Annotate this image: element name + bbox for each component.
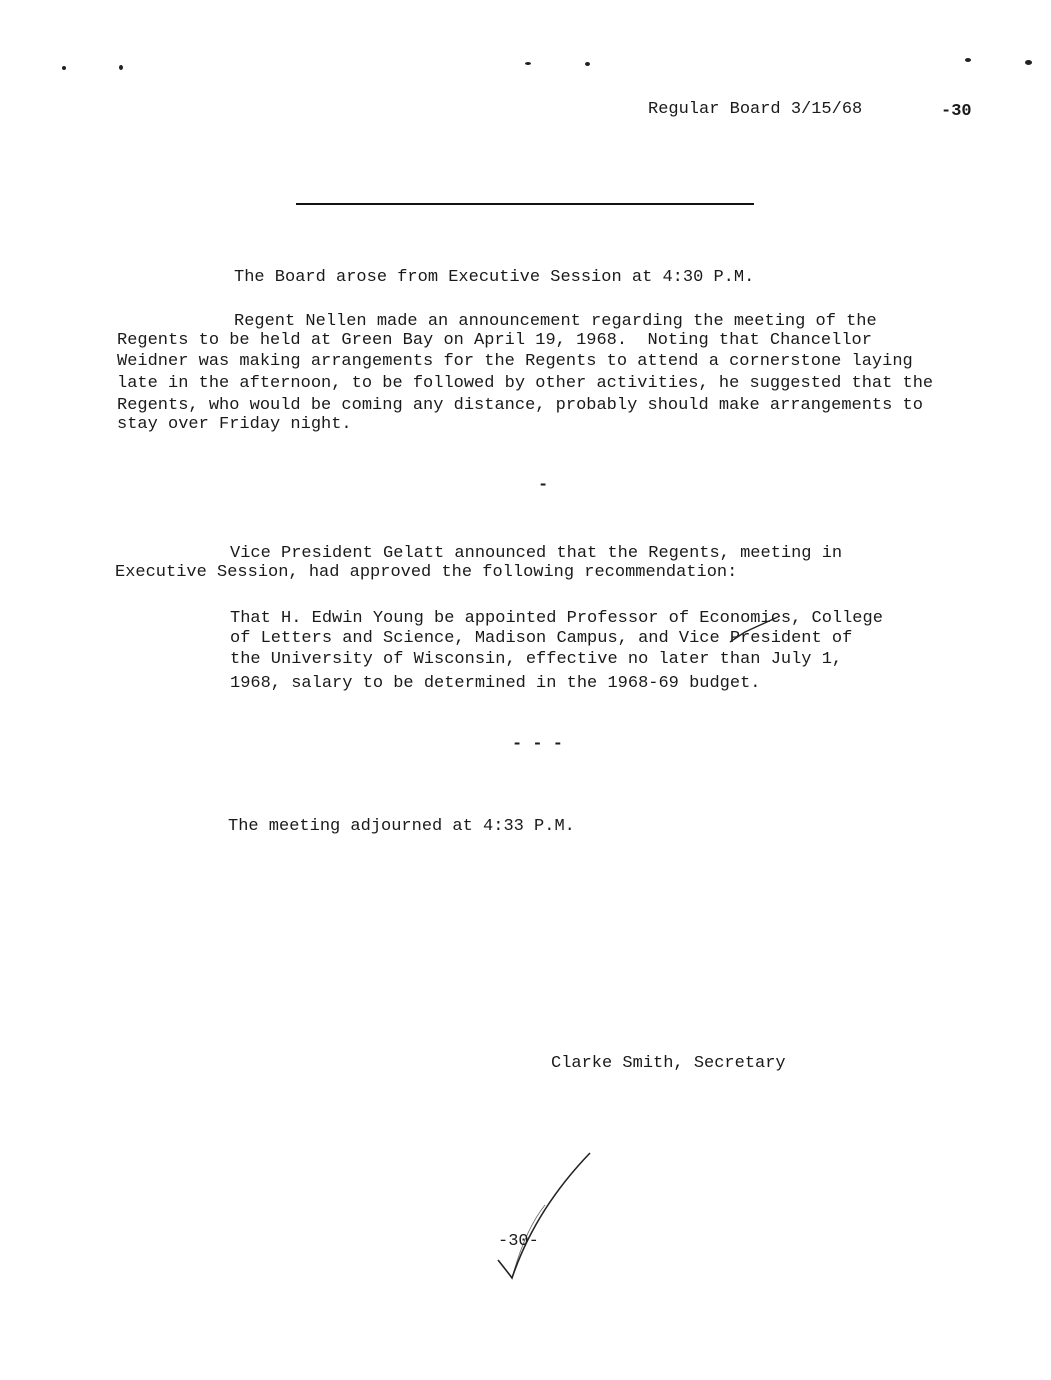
- arose-paragraph: The Board arose from Executive Session at 4:30 P.M.: [234, 268, 755, 287]
- scan-speck: [62, 66, 66, 70]
- handwritten-check-mark: [490, 1150, 600, 1290]
- paragraph-line: Vice President Gelatt announced that the Regents, meeting in: [230, 544, 843, 563]
- paragraph-line: stay over Friday night.: [117, 415, 352, 434]
- section-separator: - - -: [512, 735, 564, 754]
- recommendation-line: 1968, salary to be determined in the 1968-69 budget.: [230, 674, 761, 693]
- scan-speck: [585, 62, 590, 66]
- handwritten-check-mark: [725, 610, 785, 650]
- scan-speck: [1025, 60, 1032, 65]
- document-header-title: Regular Board 3/15/68: [648, 100, 863, 119]
- footer-page-number: -30-: [498, 1232, 539, 1251]
- recommendation-line: That H. Edwin Young be appointed Professor of Economics, College: [230, 609, 883, 628]
- recommendation-line: of Letters and Science, Madison Campus, and Vice President of: [230, 629, 853, 648]
- horizontal-rule: [296, 203, 754, 205]
- scan-speck: [119, 65, 123, 70]
- paragraph-line: Regents to be held at Green Bay on April 19, 1968. Noting that Chancellor: [117, 331, 872, 350]
- scan-speck: [525, 62, 531, 65]
- paragraph-line: Regent Nellen made an announcement regarding the meeting of the: [234, 312, 877, 331]
- recommendation-line: the University of Wisconsin, effective no later than July 1,: [230, 650, 843, 669]
- paragraph-line: late in the afternoon, to be followed by other activities, he suggested that the: [117, 374, 934, 393]
- paragraph-line: Weidner was making arrangements for the Regents to attend a cornerstone laying: [117, 352, 913, 371]
- paragraph-line: Regents, who would be coming any distance, probably should make arrangements to: [117, 396, 923, 415]
- adjourned-paragraph: The meeting adjourned at 4:33 P.M.: [228, 817, 575, 836]
- secretary-signature-line: Clarke Smith, Secretary: [551, 1054, 786, 1073]
- header-page-number: -30: [941, 102, 972, 121]
- paragraph-line: Executive Session, had approved the following recommendation:: [115, 563, 738, 582]
- section-separator: -: [538, 476, 549, 495]
- scan-speck: [965, 58, 971, 62]
